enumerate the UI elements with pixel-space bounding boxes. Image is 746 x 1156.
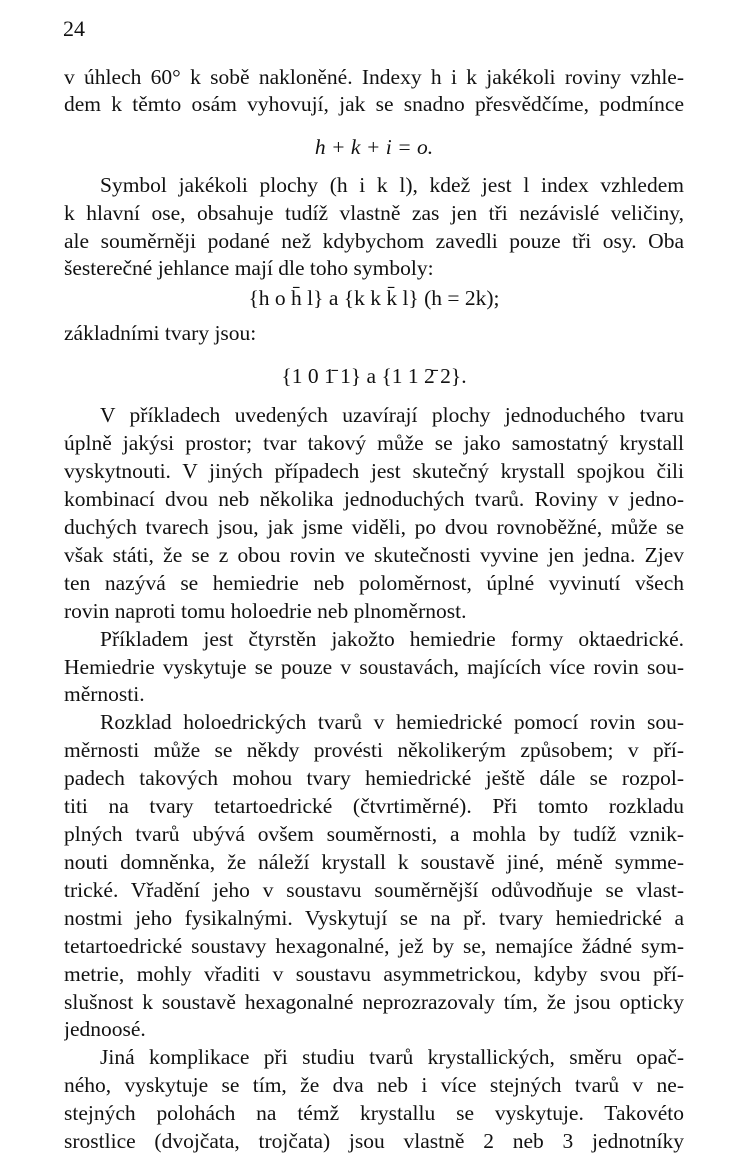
text-line: měrnosti může se někdy provésti několikerým způsobem; v pří-: [64, 738, 684, 762]
text-line: nostmi jeho fysikalnými. Vyskytují se na př. tvary hemiedrické a: [64, 906, 684, 930]
text-line: Jiná komplikace při studiu tvarů krystallických, směru opač-: [100, 1045, 684, 1069]
text-line: trické. Vřadění jeho v soustavu souměrnější odůvodňuje se vlast-: [64, 878, 684, 902]
text-line: dem k těmto osám vyhovují, jak se snadno přesvědčíme, podmínce: [64, 92, 684, 116]
text-line: srostlice (dvojčata, trojčata) jsou vlastně 2 neb 3 jednotníky: [64, 1129, 684, 1153]
text-line: slušnost k soustavě hexagonalné neprozrazovaly tím, že jsou opticky: [64, 990, 684, 1014]
text-line: šesterečné jehlance mají dle toho symboly:: [64, 256, 434, 280]
text-line: kombinací dvou neb několika jednoduchých tvarů. Roviny v jedno-: [64, 487, 684, 511]
text-line: úplně jakýsi prostor; tvar takový může se jako samostatný krystall: [64, 431, 684, 455]
text-line: titi na tvary tetartoedrické (čtvrtiměrné). Při tomto rozkladu: [64, 794, 684, 818]
text-line: tetartoedrické soustavy hexagonalné, jež by se, nemajíce žádné sym-: [64, 934, 684, 958]
text-line: h + k + i = o.: [314, 135, 434, 159]
text-line: základními tvary jsou:: [64, 321, 257, 345]
text-line: {h o h̄ l} a {k k k̄ l} (h = 2k);: [248, 286, 500, 310]
text-line: Symbol jakékoli plochy (h i k l), kdež jest l index vzhledem: [100, 173, 684, 197]
text-line: V příkladech uvedených uzavírají plochy jednoduchého tvaru: [100, 403, 684, 427]
text-line: padech takových mohou tvary hemiedrické ještě dále se rozpol-: [64, 766, 684, 790]
text-line: {1 0 1̄ 1} a {1 1 2̄ 2}.: [281, 364, 467, 388]
text-line: nouti domněnka, že náleží krystall k soustavě jiné, méně symme-: [64, 850, 684, 874]
text-line: plných tvarů ubývá ovšem souměrnosti, a mohla by tudíž vznik-: [64, 822, 684, 846]
text-line: vyskytnouti. V jiných případech jest skutečný krystall spojkou čili: [64, 459, 684, 483]
text-line: ného, vyskytuje se tím, že dva neb i více stejných tvarů v ne-: [64, 1073, 684, 1097]
text-line: v úhlech 60° k sobě nakloněné. Indexy h i k jakékoli roviny vzhle-: [64, 65, 684, 89]
text-line: Hemiedrie vyskytuje se pouze v soustavách, majících více rovin sou-: [64, 655, 684, 679]
text-line: duchých tvarech jsou, jak jsme viděli, po dvou rovnoběžné, může se: [64, 515, 684, 539]
text-line: jednoosé.: [64, 1017, 146, 1041]
page-number: 24: [63, 16, 85, 41]
text-line: ten nazývá se hemiedrie neb poloměrnost, úplné vyvinutí všech: [64, 571, 684, 595]
text-line: rovin naproti tomu holoedrie neb plnoměrnost.: [64, 599, 467, 623]
text-line: stejných polohách na témž krystallu se vyskytuje. Takovéto: [64, 1101, 684, 1125]
text-line: ale souměrněji podané než kdybychom zavedli pouze tři osy. Oba: [64, 229, 684, 253]
text-line: měrnosti.: [64, 682, 145, 706]
text-line: však státi, že se z obou rovin ve skutečnosti vyvine jen jedna. Zjev: [64, 543, 684, 567]
text-line: metrie, mohly vřaditi v soustavu asymmetrickou, kdyby svou pří-: [64, 962, 684, 986]
text-line: k hlavní ose, obsahuje tudíž vlastně zas jen tři nezávislé veličiny,: [64, 201, 684, 225]
text-line: Příkladem jest čtyrstěn jakožto hemiedrie formy oktaedrické.: [100, 627, 684, 651]
text-line: Rozklad holoedrických tvarů v hemiedrické pomocí rovin sou-: [100, 710, 684, 734]
